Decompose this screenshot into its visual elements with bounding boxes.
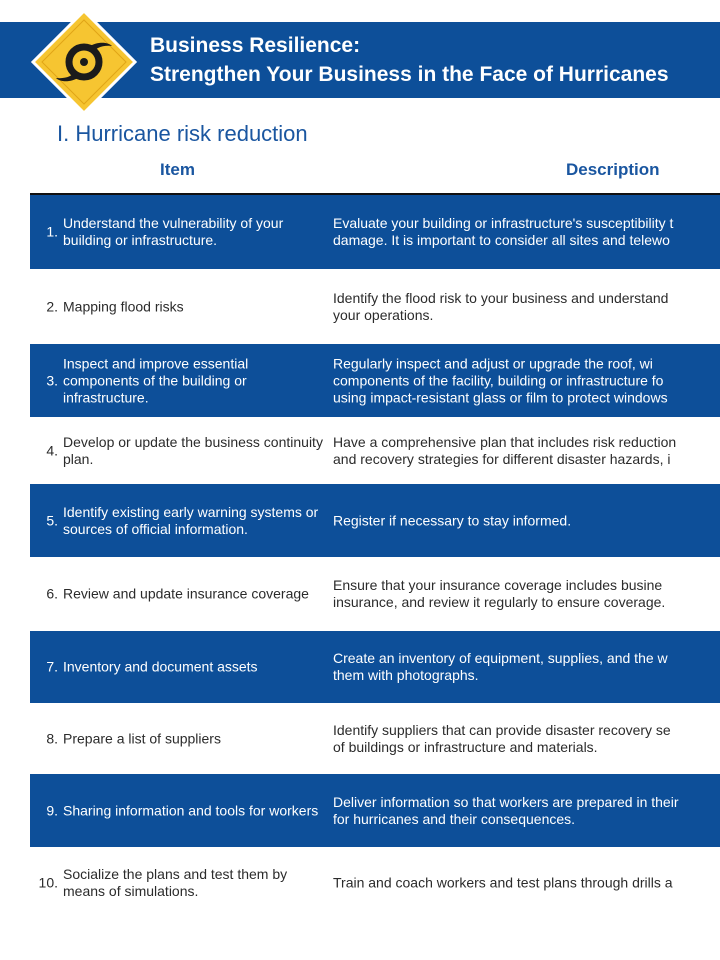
description-line: your operations. — [333, 306, 434, 323]
row-number: 9. — [46, 802, 58, 818]
row-number: 2. — [46, 298, 58, 314]
description-line: Ensure that your insurance coverage includes busine — [333, 577, 663, 593]
description-line: Identify suppliers that can provide disaster recovery se — [333, 721, 671, 738]
row-number: 5. — [46, 512, 58, 528]
description-cell — [333, 215, 720, 249]
table-row — [30, 558, 720, 630]
row-number: 3. — [46, 372, 58, 388]
row-number: 10. — [38, 874, 58, 891]
description-line: for hurricanes and their consequences. — [333, 810, 576, 827]
description-cell — [333, 355, 720, 406]
description-line: using impact-resistant glass or film to protect windows — [333, 389, 668, 405]
table-row — [30, 195, 720, 269]
item-cell — [30, 344, 328, 417]
description-line: Create an inventory of equipment, supplies, and the w — [333, 650, 668, 666]
description-cell — [333, 290, 720, 324]
column-header-item: Item — [160, 160, 195, 179]
table-row — [30, 631, 720, 703]
table-row — [30, 418, 720, 483]
description-line: Train and coach workers and test plans through drills a — [333, 874, 673, 891]
description-line: Deliver information so that workers are prepared in their — [333, 793, 679, 810]
row-number: 8. — [46, 730, 58, 746]
item-text: Develop or update the business continuity plan. — [63, 433, 323, 467]
table-row — [30, 848, 720, 918]
table-row — [30, 344, 720, 417]
item-text: Sharing information and tools for workers — [63, 802, 319, 818]
item-text: Inventory and document assets — [63, 658, 258, 675]
description-line: insurance, and review it regularly to ensure coverage. — [333, 594, 666, 610]
item-text: Review and update insurance coverage — [63, 585, 309, 602]
description-line: Identify the flood risk to your business and understand — [333, 289, 669, 306]
item-cell — [30, 195, 328, 269]
description-cell — [333, 434, 720, 468]
item-cell — [30, 704, 328, 773]
item-cell — [30, 484, 328, 557]
column-header-description: Description — [566, 160, 660, 179]
table-row — [30, 270, 720, 343]
item-cell — [30, 270, 328, 343]
section-title: I. Hurricane risk reduction — [57, 121, 308, 146]
item-text: Prepare a list of suppliers — [63, 730, 221, 746]
row-number: 4. — [46, 442, 58, 458]
item-cell — [30, 558, 328, 630]
row-number: 1. — [46, 223, 58, 240]
page-title — [150, 31, 669, 89]
item-text: Inspect and improve essential components of the building or infrastructure. — [63, 355, 249, 405]
item-text: Identify existing early warning systems or sources of official information. — [63, 503, 319, 537]
page-title-line2: Strengthen Your Business in the Face of Hurricanes — [150, 63, 669, 86]
item-text: Understand the vulnerability of your building or infrastructure. — [63, 215, 284, 248]
table-row — [30, 484, 720, 557]
description-line: damage. It is important to consider all sites and telewo — [333, 232, 670, 248]
table-row — [30, 774, 720, 847]
item-cell — [30, 631, 328, 703]
description-line: Evaluate your building or infrastructure's susceptibility t — [333, 215, 674, 231]
description-line: Have a comprehensive plan that includes risk reduction — [333, 433, 677, 450]
row-number: 7. — [46, 658, 58, 675]
description-line: components of the facility, building or infrastructure fo — [333, 372, 664, 388]
description-line: and recovery strategies for different disaster hazards, i — [333, 450, 671, 467]
page-title-line1: Business Resilience: — [150, 34, 361, 57]
description-cell — [333, 794, 720, 828]
description-line: Register if necessary to stay informed. — [333, 512, 572, 528]
item-text: Mapping flood risks — [63, 298, 184, 314]
description-cell — [333, 512, 720, 529]
description-cell — [333, 650, 720, 684]
description-cell — [333, 722, 720, 756]
row-number: 6. — [46, 585, 58, 602]
hurricane-warning-icon — [30, 8, 138, 116]
description-cell — [333, 875, 720, 892]
item-cell — [30, 418, 328, 483]
table-row — [30, 704, 720, 773]
description-line: of buildings or infrastructure and materials. — [333, 738, 598, 755]
item-cell — [30, 774, 328, 847]
item-cell — [30, 848, 328, 918]
description-cell — [333, 577, 720, 611]
item-text: Socialize the plans and test them by means of simulations. — [63, 866, 288, 899]
description-line: them with photographs. — [333, 667, 479, 683]
description-line: Regularly inspect and adjust or upgrade the roof, wi — [333, 355, 653, 371]
